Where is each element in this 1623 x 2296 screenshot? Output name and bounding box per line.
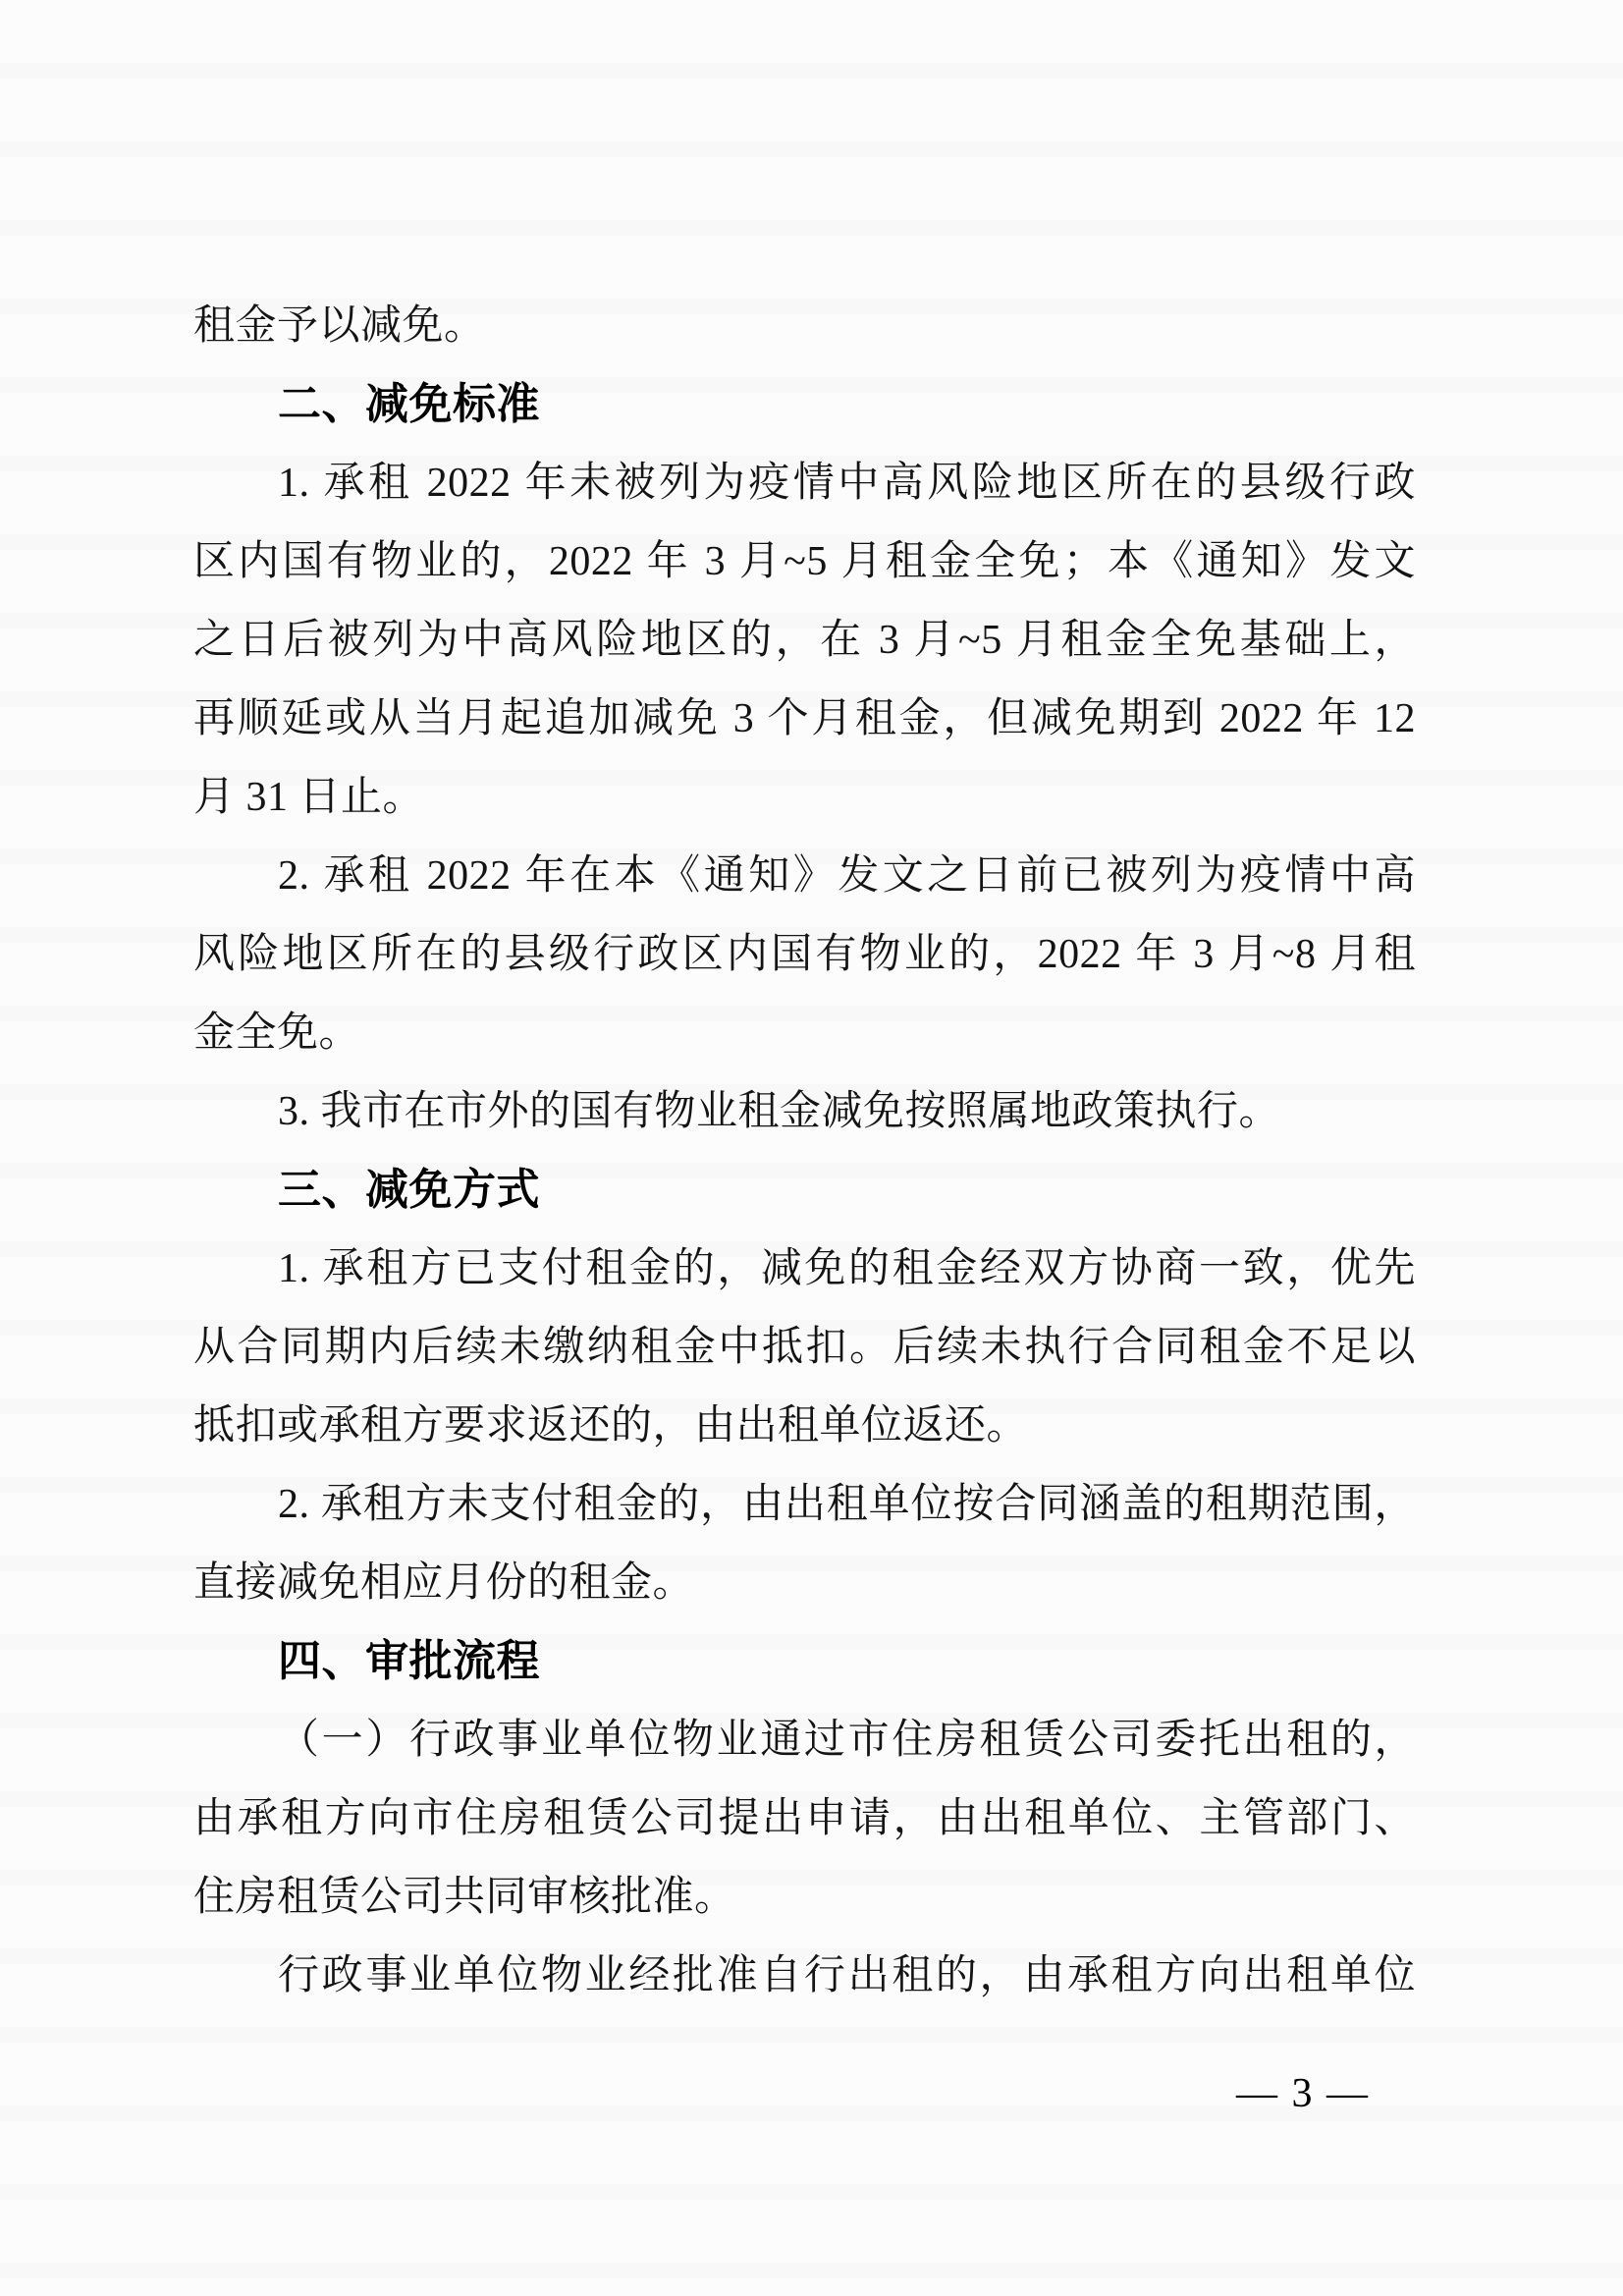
text-line: 租金予以减免。 bbox=[193, 303, 486, 349]
text-line: 由承租方向市住房租赁公司提出申请，由出租单位、主管部门、 bbox=[193, 1796, 1416, 1841]
text-line: 3. 我市在市外的国有物业租金减免按照属地政策执行。 bbox=[278, 1089, 1281, 1134]
text-line: 月 31 日止。 bbox=[193, 775, 425, 820]
text-line: 金全免。 bbox=[193, 1011, 361, 1056]
text-line: 1. 承租方已支付租金的，减免的租金经双方协商一致，优先 bbox=[278, 1246, 1416, 1291]
page-number: — 3 — bbox=[1236, 2071, 1370, 2116]
text-line: 区内国有物业的，2022 年 3 月~5 月租金全免；本《通知》发文 bbox=[193, 539, 1416, 584]
section-heading: 四、审批流程 bbox=[278, 1637, 540, 1685]
document-body bbox=[193, 287, 1416, 2015]
text-line: 风险地区所在的县级行政区内国有物业的，2022 年 3 月~8 月租 bbox=[193, 932, 1416, 977]
text-line: 住房租赁公司共同审核批准。 bbox=[193, 1875, 736, 1920]
text-line: 抵扣或承租方要求返还的，由出租单位返还。 bbox=[193, 1403, 1029, 1449]
text-line: （一）行政事业单位物业通过市住房租赁公司委托出租的， bbox=[278, 1718, 1416, 1763]
text-line: 从合同期内后续未缴纳租金中抵扣。后续未执行合同租金不足以 bbox=[193, 1325, 1416, 1370]
section-heading: 二、减免标准 bbox=[278, 380, 540, 428]
section-heading: 三、减免方式 bbox=[278, 1166, 540, 1214]
text-line: 之日后被列为中高风险地区的，在 3 月~5 月租金全免基础上， bbox=[193, 618, 1416, 663]
text-line: 2. 承租 2022 年在本《通知》发文之日前已被列为疫情中高 bbox=[278, 853, 1416, 899]
text-line: 直接减免相应月份的租金。 bbox=[193, 1560, 695, 1606]
text-line: 行政事业单位物业经批准自行出租的，由承租方向出租单位 bbox=[278, 1953, 1416, 1998]
text-line: 2. 承租方未支付租金的，由出租单位按合同涵盖的租期范围， bbox=[278, 1482, 1416, 1527]
text-line: 再顺延或从当月起追加减免 3 个月租金，但减免期到 2022 年 12 bbox=[193, 696, 1416, 741]
text-line: 1. 承租 2022 年未被列为疫情中高风险地区所在的县级行政 bbox=[278, 461, 1416, 506]
